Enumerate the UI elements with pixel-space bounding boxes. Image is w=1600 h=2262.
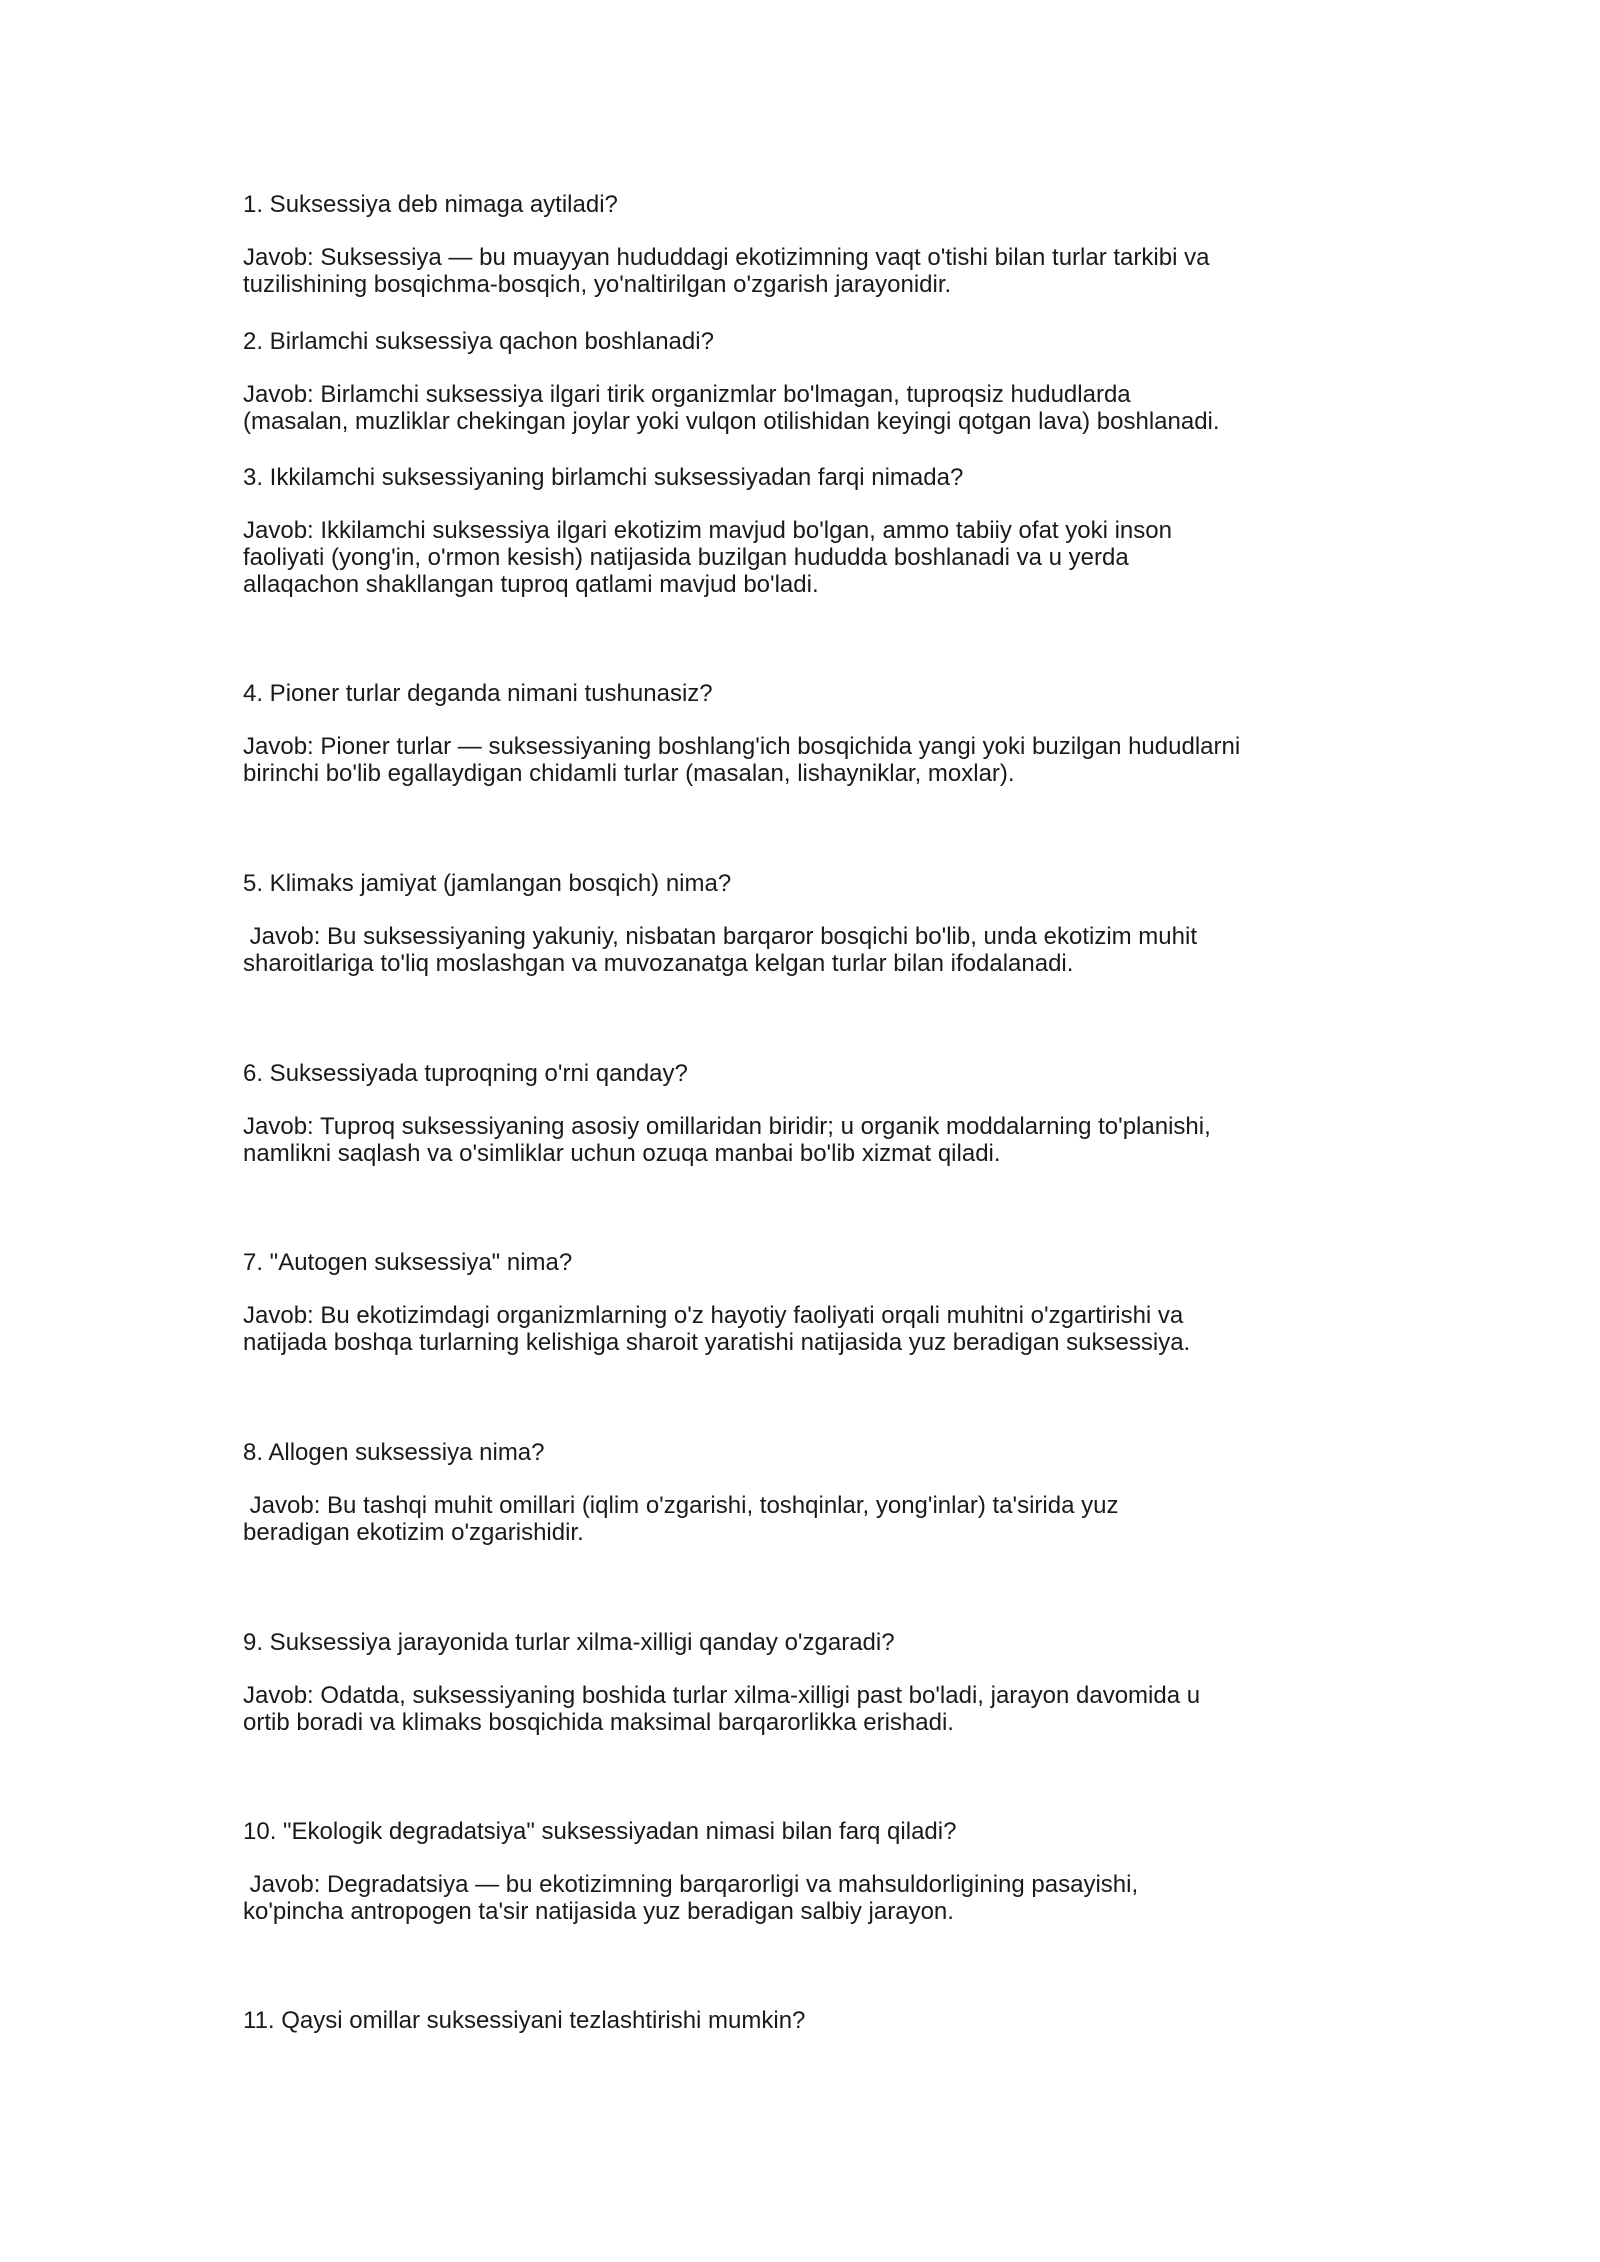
- qa-item-7: [243, 1249, 1383, 1356]
- answer-4: Javob: Pioner turlar — suksessiyaning boshlang'ich bosqichida yangi yoki buzilgan hududlarni birinchi bo'lib egallaydigan chidamli turlar (masalan, lishayniklar, moxlar).: [243, 733, 1241, 787]
- answer-8: Javob: Bu tashqi muhit omillari (iqlim o'zgarishi, toshqinlar, yong'inlar) ta'sirida yuz beradigan ekotizim o'zgarishidir.: [243, 1492, 1119, 1546]
- qa-item-1: [243, 191, 1383, 298]
- question-7: 7. "Autogen suksessiya" nima?: [243, 1249, 573, 1276]
- question-3: 3. Ikkilamchi suksessiyaning birlamchi suksessiyadan farqi nimada?: [243, 464, 964, 491]
- answer-10: Javob: Degradatsiya — bu ekotizimning barqarorligi va mahsuldorligining pasayishi, ko'pincha antropogen ta'sir natijasida yuz beradigan salbiy jarayon.: [243, 1871, 1139, 1925]
- answer-6: Javob: Tuproq suksessiyaning asosiy omillaridan biridir; u organik moddalarning to'planishi, namlikni saqlash va o'simliklar uchun ozuqa manbai bo'lib xizmat qiladi.: [243, 1113, 1211, 1167]
- qa-item-10: [243, 1818, 1383, 1925]
- qa-item-4: [243, 680, 1383, 787]
- qa-item-5: [243, 870, 1383, 977]
- answer-1: Javob: Suksessiya — bu muayyan hududdagi ekotizimning vaqt o'tishi bilan turlar tarkibi va tuzilishining bosqichma-bosqich, yo'naltirilgan o'zgarish jarayonidir.: [243, 244, 1210, 298]
- answer-7: Javob: Bu ekotizimdagi organizmlarning o'z hayotiy faoliyati orqali muhitni o'zgartirishi va natijada boshqa turlarning kelishiga sharoit yaratishi natijasida yuz beradigan suksessiya.: [243, 1302, 1191, 1356]
- question-2: 2. Birlamchi suksessiya qachon boshlanadi?: [243, 328, 714, 355]
- qa-item-9: [243, 1629, 1383, 1736]
- answer-9: Javob: Odatda, suksessiyaning boshida turlar xilma-xilligi past bo'ladi, jarayon davomida u ortib boradi va klimaks bosqichida maksimal barqarorlikka erishadi.: [243, 1682, 1201, 1736]
- answer-3: Javob: Ikkilamchi suksessiya ilgari ekotizim mavjud bo'lgan, ammo tabiiy ofat yoki inson faoliyati (yong'in, o'rmon kesish) natijasida buzilgan hududda boshlanadi va u yerda allaqachon shakllangan tuproq qatlami mavjud bo'ladi.: [243, 517, 1172, 598]
- qa-item-11: [243, 2007, 1383, 2035]
- question-8: 8. Allogen suksessiya nima?: [243, 1439, 545, 1466]
- question-1: 1. Suksessiya deb nimaga aytiladi?: [243, 191, 618, 218]
- question-11: 11. Qaysi omillar suksessiyani tezlashtirishi mumkin?: [243, 2007, 806, 2034]
- question-6: 6. Suksessiyada tuproqning o'rni qanday?: [243, 1060, 688, 1087]
- answer-5: Javob: Bu suksessiyaning yakuniy, nisbatan barqaror bosqichi bo'lib, unda ekotizim muhit sharoitlariga to'liq moslashgan va muvozanatga kelgan turlar bilan ifodalanadi.: [243, 923, 1197, 977]
- question-4: 4. Pioner turlar deganda nimani tushunasiz?: [243, 680, 713, 707]
- qa-item-2: [243, 328, 1383, 435]
- qa-item-6: [243, 1060, 1383, 1167]
- qa-item-8: [243, 1439, 1383, 1546]
- question-9: 9. Suksessiya jarayonida turlar xilma-xilligi qanday o'zgaradi?: [243, 1629, 895, 1656]
- answer-2: Javob: Birlamchi suksessiya ilgari tirik organizmlar bo'lmagan, tuproqsiz hududlarda (masalan, muzliklar chekingan joylar yoki vulqon otilishidan keyingi qotgan lava) boshlanadi.: [243, 381, 1220, 435]
- question-5: 5. Klimaks jamiyat (jamlangan bosqich) nima?: [243, 870, 732, 897]
- qa-item-3: [243, 464, 1383, 598]
- question-10: 10. "Ekologik degradatsiya" suksessiyadan nimasi bilan farq qiladi?: [243, 1818, 957, 1845]
